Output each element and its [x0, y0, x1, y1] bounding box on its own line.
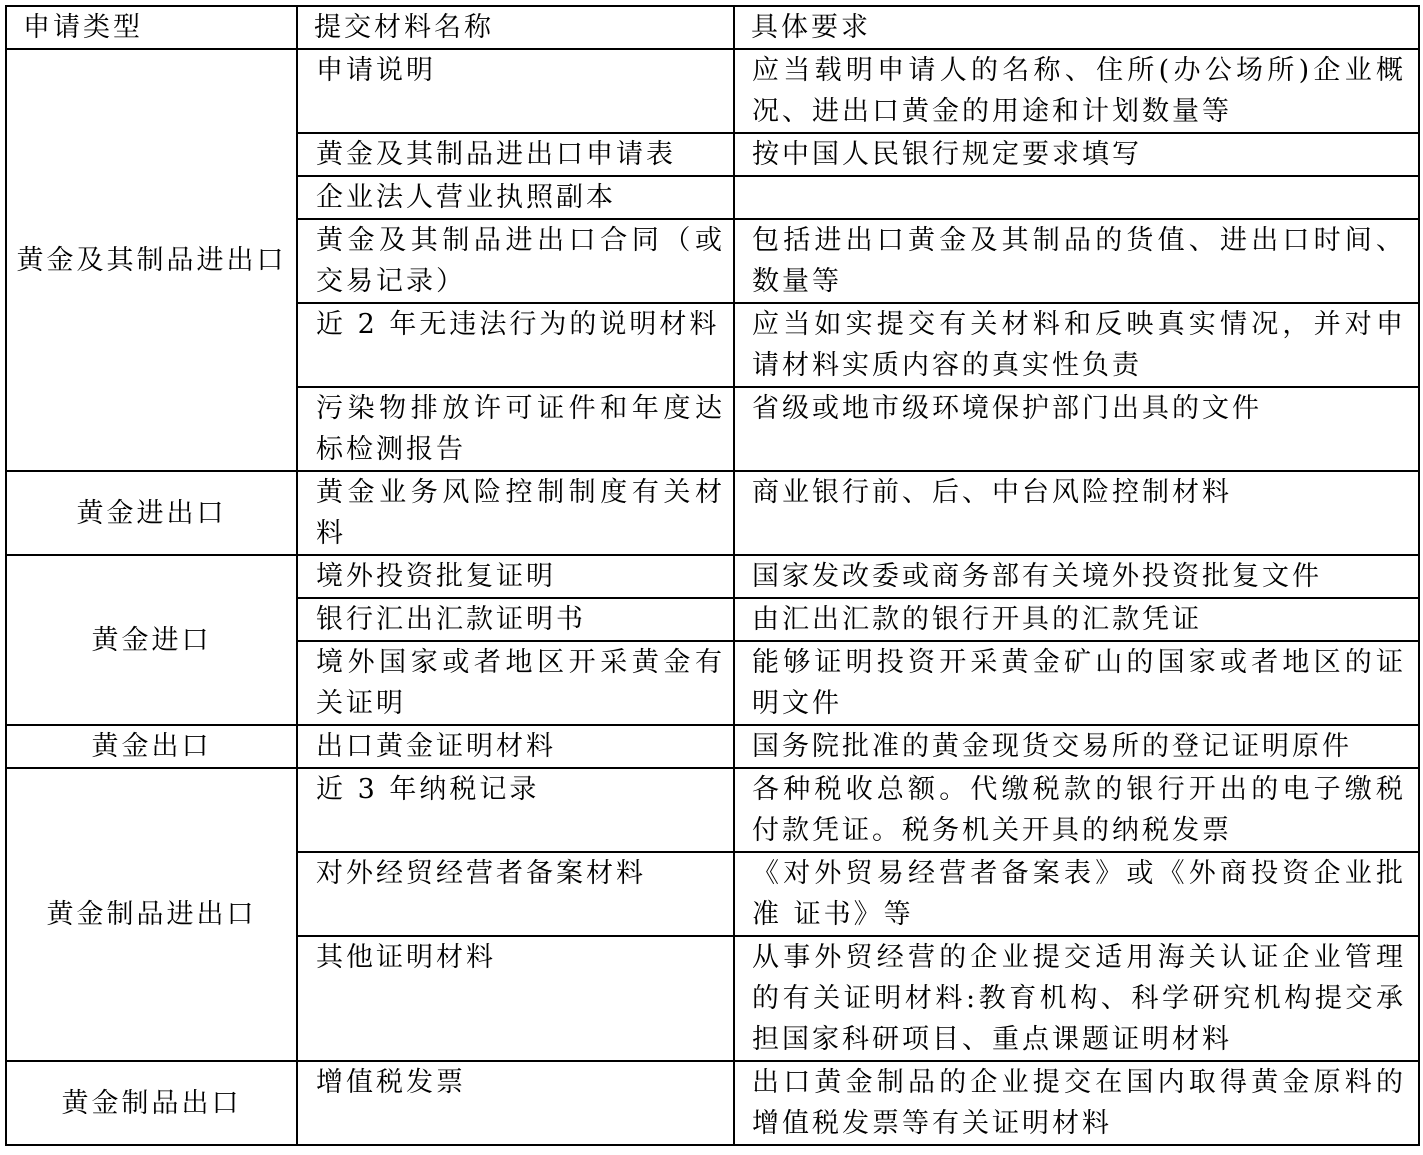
requirement-cell: 各种税收总额。代缴税款的银行开出的电子缴税付款凭证。税务机关开具的纳税发票 — [734, 768, 1419, 852]
material-cell: 其他证明材料 — [297, 936, 734, 1061]
material-cell: 境外投资批复证明 — [297, 555, 734, 598]
header-application-type: 申请类型 — [6, 6, 297, 49]
requirement-cell: 应当载明申请人的名称、住所(办公场所)企业概况、进出口黄金的用途和计划数量等 — [734, 49, 1419, 133]
requirement-cell: 商业银行前、后、中台风险控制材料 — [734, 471, 1419, 555]
material-cell: 黄金及其制品进出口合同（或交易记录） — [297, 219, 734, 303]
material-cell: 近 2 年无违法行为的说明材料 — [297, 303, 734, 387]
requirement-cell: 由汇出汇款的银行开具的汇款凭证 — [734, 598, 1419, 641]
requirement-cell: 省级或地市级环境保护部门出具的文件 — [734, 387, 1419, 471]
header-requirements: 具体要求 — [734, 6, 1419, 49]
requirement-cell: 从事外贸经营的企业提交适用海关认证企业管理的有关证明材料:教育机构、科学研究机构提交承担国家科研项目、重点课题证明材料 — [734, 936, 1419, 1061]
table-row — [6, 725, 1419, 768]
requirement-cell: 按中国人民银行规定要求填写 — [734, 133, 1419, 176]
requirement-cell — [734, 176, 1419, 219]
application-type-cell: 黄金进出口 — [6, 471, 297, 555]
material-cell: 黄金及其制品进出口申请表 — [297, 133, 734, 176]
application-type-cell: 黄金制品出口 — [6, 1061, 297, 1145]
table-row — [6, 471, 1419, 555]
table-row — [6, 1061, 1419, 1145]
requirement-cell: 国务院批准的黄金现货交易所的登记证明原件 — [734, 725, 1419, 768]
header-row — [6, 6, 1419, 49]
requirement-cell: 包括进出口黄金及其制品的货值、进出口时间、数量等 — [734, 219, 1419, 303]
material-cell: 企业法人营业执照副本 — [297, 176, 734, 219]
application-type-cell: 黄金进口 — [6, 555, 297, 725]
table-row — [6, 49, 1419, 133]
requirement-cell: 国家发改委或商务部有关境外投资批复文件 — [734, 555, 1419, 598]
material-cell: 对外经贸经营者备案材料 — [297, 852, 734, 936]
table-row — [6, 555, 1419, 598]
material-cell: 申请说明 — [297, 49, 734, 133]
application-type-cell: 黄金出口 — [6, 725, 297, 768]
application-type-cell: 黄金制品进出口 — [6, 768, 297, 1061]
material-cell: 黄金业务风险控制制度有关材料 — [297, 471, 734, 555]
table-row — [6, 768, 1419, 852]
material-cell: 境外国家或者地区开采黄金有关证明 — [297, 641, 734, 725]
requirement-cell: 《对外贸易经营者备案表》或《外商投资企业批准 证书》等 — [734, 852, 1419, 936]
material-cell: 银行汇出汇款证明书 — [297, 598, 734, 641]
material-cell: 近 3 年纳税记录 — [297, 768, 734, 852]
application-type-cell: 黄金及其制品进出口 — [6, 49, 297, 471]
application-materials-table — [5, 5, 1420, 1146]
requirement-cell: 应当如实提交有关材料和反映真实情况，并对申请材料实质内容的真实性负责 — [734, 303, 1419, 387]
material-cell: 出口黄金证明材料 — [297, 725, 734, 768]
header-material-name: 提交材料名称 — [297, 6, 734, 49]
material-cell: 增值税发票 — [297, 1061, 734, 1145]
material-cell: 污染物排放许可证件和年度达标检测报告 — [297, 387, 734, 471]
requirement-cell: 能够证明投资开采黄金矿山的国家或者地区的证明文件 — [734, 641, 1419, 725]
requirement-cell: 出口黄金制品的企业提交在国内取得黄金原料的增值税发票等有关证明材料 — [734, 1061, 1419, 1145]
